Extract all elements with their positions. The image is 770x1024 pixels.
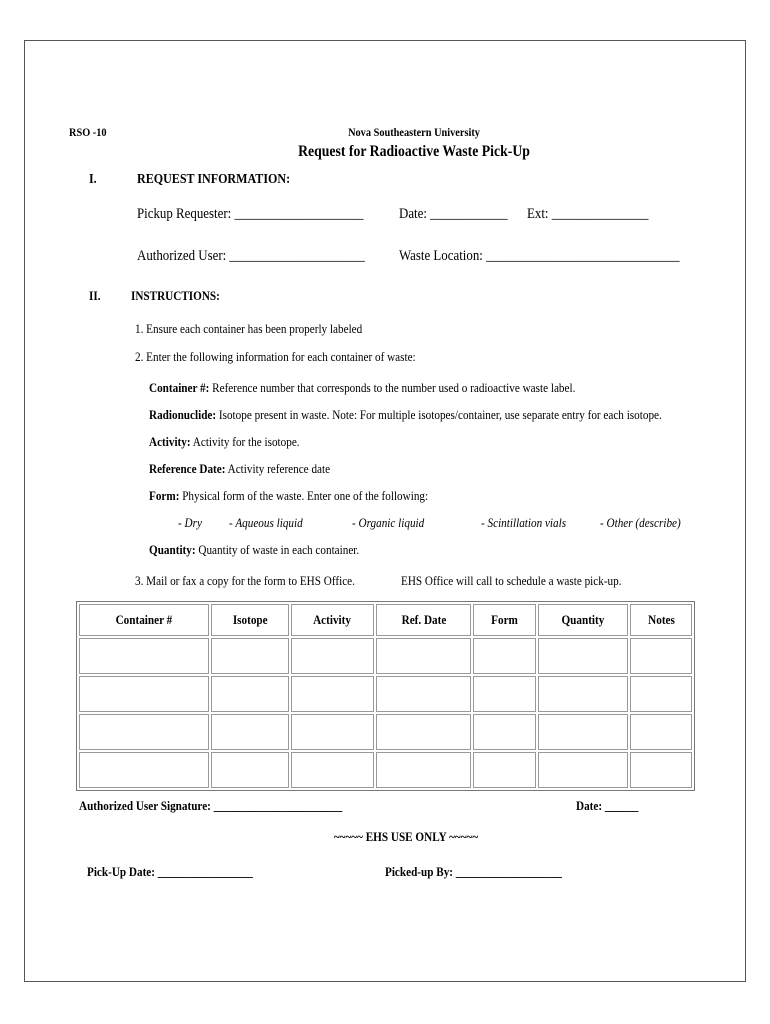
picked-up-by-field[interactable]: Picked-up By: ___________________ [385, 864, 563, 879]
table-header-row [79, 604, 692, 636]
instruction-step-3-note: EHS Office will call to schedule a waste pick-up. [401, 573, 622, 588]
table-cell[interactable] [538, 676, 628, 712]
table-row [79, 676, 692, 712]
field-definition-container: Container #: Reference number that corresponds to the number used o radioactive waste label. [149, 380, 576, 395]
column-header-notes: Notes [630, 604, 692, 636]
pickup-date-field[interactable]: Pick-Up Date: _________________ [87, 864, 253, 879]
section-2-numeral: II. [89, 288, 101, 303]
request-date-field[interactable]: Date: ____________ [399, 206, 508, 222]
table-cell[interactable] [79, 752, 209, 788]
form-option-scintillation-vials: - Scintillation vials [481, 515, 567, 530]
form-title: Request for Radioactive Waste Pick-Up [298, 143, 530, 160]
table-cell[interactable] [376, 638, 471, 674]
table-cell[interactable] [473, 714, 536, 750]
table-cell[interactable] [376, 676, 471, 712]
extension-field[interactable]: Ext: _______________ [527, 206, 649, 222]
table-cell[interactable] [630, 676, 692, 712]
column-header-ref-date: Ref. Date [376, 604, 471, 636]
field-definition-radionuclide: Radionuclide: Isotope present in waste. Note: For multiple isotopes/container, use separate entry for each isotope. [149, 407, 662, 422]
form-code: RSO -10 [69, 125, 107, 139]
table-cell[interactable] [538, 638, 628, 674]
form-option-aqueous-liquid: - Aqueous liquid [229, 515, 303, 530]
field-definition-quantity: Quantity: Quantity of waste in each container. [149, 542, 360, 557]
form-page [24, 40, 746, 982]
form-option-organic-liquid: - Organic liquid [352, 515, 425, 530]
table-cell[interactable] [211, 752, 289, 788]
table-cell[interactable] [211, 714, 289, 750]
field-definition-form: Form: Physical form of the waste. Enter one of the following: [149, 488, 429, 503]
column-header-isotope: Isotope [211, 604, 289, 636]
table-cell[interactable] [291, 676, 375, 712]
section-1-heading: REQUEST INFORMATION: [137, 172, 291, 187]
table-row [79, 638, 692, 674]
table-cell[interactable] [376, 752, 471, 788]
column-header-activity: Activity [291, 604, 375, 636]
column-header-quantity: Quantity [538, 604, 628, 636]
column-header-form: Form [473, 604, 536, 636]
table-cell[interactable] [473, 638, 536, 674]
instruction-step-3: 3. Mail or fax a copy for the form to EHS Office. [135, 573, 355, 588]
table-cell[interactable] [211, 676, 289, 712]
table-cell[interactable] [473, 752, 536, 788]
form-option-other: - Other (describe) [600, 515, 681, 530]
table-cell[interactable] [376, 714, 471, 750]
authorized-user-field[interactable]: Authorized User: _____________________ [137, 248, 365, 264]
table-cell[interactable] [79, 714, 209, 750]
table-cell[interactable] [630, 638, 692, 674]
table-cell[interactable] [79, 638, 209, 674]
table-cell[interactable] [291, 752, 375, 788]
instruction-step-1: 1. Ensure each container has been properly labeled [135, 321, 363, 336]
waste-container-table [76, 601, 695, 791]
table-cell[interactable] [291, 638, 375, 674]
field-definition-reference-date: Reference Date: Activity reference date [149, 461, 331, 476]
table-cell[interactable] [630, 714, 692, 750]
signature-date-field[interactable]: Date: ______ [576, 798, 639, 813]
table-cell[interactable] [291, 714, 375, 750]
table-row [79, 752, 692, 788]
table-cell[interactable] [211, 638, 289, 674]
table-cell[interactable] [630, 752, 692, 788]
signature-field[interactable]: Authorized User Signature: _______________________ [79, 798, 343, 813]
table-cell[interactable] [538, 714, 628, 750]
column-header-container: Container # [79, 604, 209, 636]
pickup-requester-field[interactable]: Pickup Requester: ____________________ [137, 206, 364, 222]
instruction-step-2: 2. Enter the following information for each container of waste: [135, 349, 416, 364]
form-option-dry: - Dry [178, 515, 202, 530]
table-cell[interactable] [473, 676, 536, 712]
table-row [79, 714, 692, 750]
section-1-numeral: I. [89, 172, 97, 187]
institution-name: Nova Southeastern University [348, 125, 480, 139]
table-cell[interactable] [79, 676, 209, 712]
section-2-heading: INSTRUCTIONS: [131, 288, 220, 303]
ehs-use-only-heading: ~~~~~ EHS USE ONLY ~~~~~ [333, 829, 479, 844]
table-cell[interactable] [538, 752, 628, 788]
waste-location-field[interactable]: Waste Location: ______________________________ [399, 248, 680, 264]
field-definition-activity: Activity: Activity for the isotope. [149, 434, 300, 449]
